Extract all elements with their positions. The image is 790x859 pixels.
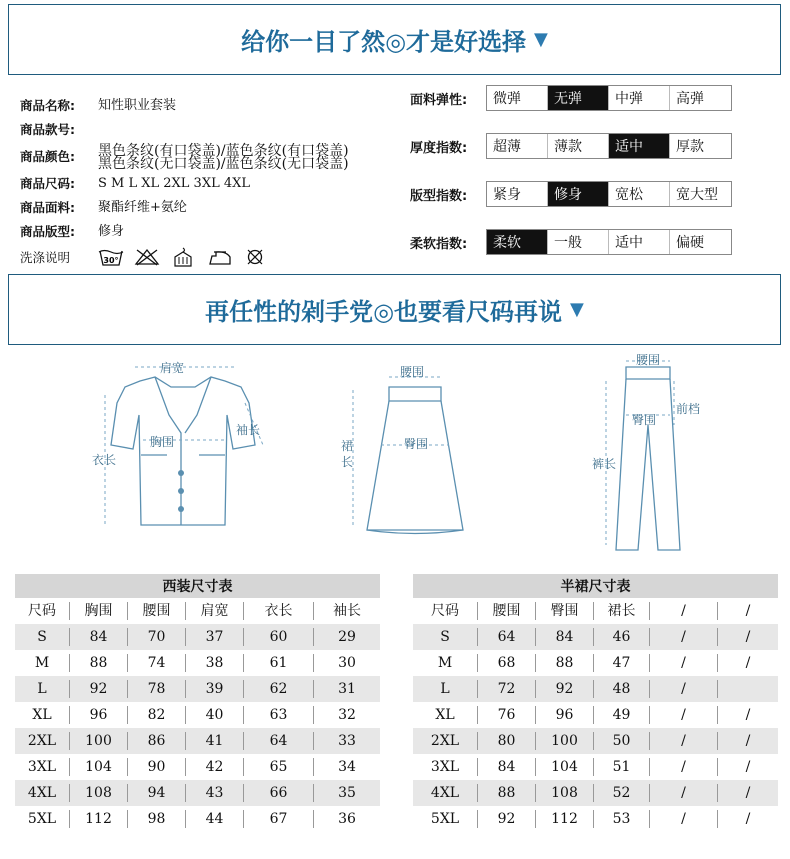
table-cell: 74 bbox=[128, 654, 186, 672]
table-cell: 43 bbox=[186, 784, 244, 802]
attribute-label: 版型指数: bbox=[410, 188, 468, 204]
table-cell: 88 bbox=[536, 654, 594, 672]
pants-hip-label: 臀围 bbox=[632, 413, 657, 427]
attribute-option: 中弹 bbox=[609, 86, 670, 110]
table-cell: 82 bbox=[128, 706, 186, 724]
pants-diagram bbox=[590, 345, 720, 560]
table-cell: 3XL bbox=[15, 758, 70, 776]
attribute-option: 高弹 bbox=[676, 91, 704, 107]
table-cell: 78 bbox=[128, 680, 186, 698]
hang-dry-icon bbox=[170, 247, 196, 267]
attribute-option: 微弹 bbox=[487, 86, 548, 110]
iron-icon bbox=[206, 247, 232, 267]
header-cell: 腰围 bbox=[128, 602, 186, 620]
table-cell: 40 bbox=[186, 706, 244, 724]
table-cell: 34 bbox=[338, 759, 356, 775]
color-option-2: 黑色条纹(无口袋盖)/蓝色条纹(无口袋盖) bbox=[98, 156, 349, 172]
attribute-row bbox=[410, 133, 732, 159]
table-cell: 41 bbox=[186, 732, 244, 750]
no-bleach-icon bbox=[134, 247, 160, 267]
table-cell: 108 bbox=[70, 784, 128, 802]
fabric-label: 商品面料: bbox=[20, 200, 75, 215]
table-cell: 108 bbox=[536, 784, 594, 802]
table-row bbox=[413, 780, 778, 806]
pants-waist-label: 腰围 bbox=[636, 353, 661, 367]
attribute-label: 厚度指数: bbox=[410, 140, 468, 156]
header-cell: / bbox=[650, 602, 718, 620]
table-row bbox=[413, 702, 778, 728]
table-cell: 63 bbox=[244, 706, 314, 724]
header-cell: 臀围 bbox=[536, 602, 594, 620]
header-cell: 尺码 bbox=[413, 602, 478, 620]
header-banner bbox=[8, 4, 781, 75]
product-info bbox=[20, 97, 410, 274]
triangle-down-icon: ▼ bbox=[534, 29, 548, 50]
table-cell: 64 bbox=[478, 628, 536, 646]
table-row bbox=[15, 728, 380, 754]
table-cell: 51 bbox=[594, 758, 650, 776]
size-banner bbox=[8, 274, 781, 345]
size-list: S M L XL 2XL 3XL 4XL bbox=[98, 176, 251, 191]
table-cell: 92 bbox=[478, 810, 536, 828]
table-cell: / bbox=[745, 811, 751, 827]
size-banner-title: 再任性的剁手党◎也要看尺码再说 bbox=[205, 297, 563, 326]
table-row bbox=[413, 754, 778, 780]
table-cell: 39 bbox=[186, 680, 244, 698]
color-label: 商品颜色: bbox=[20, 149, 75, 164]
attribute-option: 宽大型 bbox=[676, 187, 718, 203]
header-cell: 尺码 bbox=[15, 602, 70, 620]
header-cell: 肩宽 bbox=[186, 602, 244, 620]
table-cell: 100 bbox=[70, 732, 128, 750]
header-cell: 胸围 bbox=[70, 602, 128, 620]
table-cell: 65 bbox=[244, 758, 314, 776]
table-cell: 2XL bbox=[15, 732, 70, 750]
table-cell: / bbox=[745, 655, 751, 671]
attribute-panel bbox=[410, 85, 732, 277]
table-cell: 47 bbox=[594, 654, 650, 672]
attribute-option: 薄款 bbox=[548, 134, 609, 158]
table-row bbox=[15, 754, 380, 780]
skirt-length-label-2: 长 bbox=[341, 455, 354, 469]
table-cell: 112 bbox=[70, 810, 128, 828]
table-cell: S bbox=[15, 628, 70, 646]
table-cell: M bbox=[15, 654, 70, 672]
table-row bbox=[413, 624, 778, 650]
table-row bbox=[15, 650, 380, 676]
table-row bbox=[15, 702, 380, 728]
skirt-waist-label: 腰围 bbox=[400, 365, 425, 379]
table-cell: 62 bbox=[244, 680, 314, 698]
skirt-size-table bbox=[413, 574, 778, 832]
table-cell: / bbox=[650, 784, 718, 802]
table-cell: 49 bbox=[594, 706, 650, 724]
suit-size-table bbox=[15, 574, 380, 832]
table-cell: 2XL bbox=[413, 732, 478, 750]
table-cell: 50 bbox=[594, 732, 650, 750]
table-cell: 84 bbox=[536, 628, 594, 646]
triangle-down-icon: ▼ bbox=[570, 299, 584, 320]
table-cell: 98 bbox=[128, 810, 186, 828]
table-cell: / bbox=[745, 629, 751, 645]
table-cell: XL bbox=[15, 706, 70, 724]
table-cell: 35 bbox=[338, 785, 356, 801]
table-cell: 42 bbox=[186, 758, 244, 776]
table-cell: 4XL bbox=[413, 784, 478, 802]
table-cell: 100 bbox=[536, 732, 594, 750]
table-cell: / bbox=[650, 732, 718, 750]
table-cell: 72 bbox=[478, 680, 536, 698]
table-cell: / bbox=[745, 759, 751, 775]
table-row bbox=[413, 676, 778, 702]
attribute-options bbox=[486, 85, 732, 111]
table-cell: 68 bbox=[478, 654, 536, 672]
pants-rise-label: 前档 bbox=[676, 402, 701, 416]
jacket-length-label: 衣长 bbox=[92, 453, 117, 467]
table-cell: 80 bbox=[478, 732, 536, 750]
table-cell: 36 bbox=[338, 811, 356, 827]
attribute-label: 面料弹性: bbox=[410, 92, 468, 108]
table-cell: 104 bbox=[70, 758, 128, 776]
table-cell: 84 bbox=[478, 758, 536, 776]
table-cell: 112 bbox=[536, 810, 594, 828]
table-cell: 52 bbox=[594, 784, 650, 802]
fit-label: 商品版型: bbox=[20, 224, 75, 239]
table-cell: 60 bbox=[244, 628, 314, 646]
size-label: 商品尺码: bbox=[20, 176, 75, 191]
table-cell: 70 bbox=[128, 628, 186, 646]
wash-30-icon bbox=[98, 247, 124, 267]
attribute-option: 无弹 bbox=[548, 86, 609, 110]
table-cell: XL bbox=[413, 706, 478, 724]
table-cell: 92 bbox=[536, 680, 594, 698]
name-label: 商品名称: bbox=[20, 98, 75, 113]
table-cell: 46 bbox=[594, 628, 650, 646]
jacket-shoulder-label: 肩宽 bbox=[160, 361, 185, 375]
table-cell: 37 bbox=[186, 628, 244, 646]
table-cell: L bbox=[413, 680, 478, 698]
table-title: 西装尺寸表 bbox=[15, 574, 380, 598]
model-label: 商品款号: bbox=[20, 122, 75, 137]
table-row bbox=[413, 728, 778, 754]
table-cell: / bbox=[745, 707, 751, 723]
table-row bbox=[413, 806, 778, 832]
table-cell: S bbox=[413, 628, 478, 646]
table-cell: / bbox=[650, 810, 718, 828]
table-cell: 86 bbox=[128, 732, 186, 750]
attribute-options bbox=[486, 229, 732, 255]
header-cell: 衣长 bbox=[244, 602, 314, 620]
fit-value: 修身 bbox=[98, 224, 125, 239]
attribute-option: 厚款 bbox=[676, 139, 704, 155]
table-row bbox=[15, 780, 380, 806]
table-cell: / bbox=[650, 654, 718, 672]
skirt-hip-label: 臀围 bbox=[404, 437, 429, 451]
table-header bbox=[413, 598, 778, 624]
attribute-option: 一般 bbox=[548, 230, 609, 254]
table-cell: 104 bbox=[536, 758, 594, 776]
table-title: 半裙尺寸表 bbox=[413, 574, 778, 598]
attribute-label: 柔软指数: bbox=[410, 236, 468, 252]
product-name: 知性职业套装 bbox=[98, 98, 177, 113]
header-cell: 裙长 bbox=[594, 602, 650, 620]
wash-label: 洗涤说明 bbox=[20, 249, 71, 265]
table-row bbox=[15, 624, 380, 650]
table-cell: 92 bbox=[70, 680, 128, 698]
jacket-chest-label: 胸围 bbox=[150, 435, 175, 449]
table-cell: / bbox=[650, 628, 718, 646]
table-cell: / bbox=[650, 680, 718, 698]
color-option-1: 黑色条纹(有口袋盖)/蓝色条纹(有口袋盖) bbox=[98, 143, 349, 159]
header-cell: 腰围 bbox=[478, 602, 536, 620]
no-dryclean-icon bbox=[242, 247, 268, 267]
table-row bbox=[15, 806, 380, 832]
wash-instructions bbox=[98, 247, 268, 267]
fabric-value: 聚酯纤维+氨纶 bbox=[98, 200, 187, 215]
table-cell bbox=[718, 680, 778, 698]
jacket-diagram bbox=[95, 345, 285, 540]
svg-text:30°: 30° bbox=[103, 256, 119, 265]
table-cell: 84 bbox=[70, 628, 128, 646]
attribute-option: 超薄 bbox=[487, 134, 548, 158]
attribute-option: 宽松 bbox=[609, 182, 670, 206]
attribute-row bbox=[410, 85, 732, 111]
attribute-option: 柔软 bbox=[487, 230, 548, 254]
attribute-option: 适中 bbox=[609, 134, 670, 158]
table-cell: 3XL bbox=[413, 758, 478, 776]
jacket-sleeve-label: 袖长 bbox=[236, 423, 261, 437]
table-cell: 90 bbox=[128, 758, 186, 776]
table-cell: / bbox=[650, 758, 718, 776]
table-cell: 88 bbox=[478, 784, 536, 802]
attribute-options bbox=[486, 133, 732, 159]
table-cell: 67 bbox=[244, 810, 314, 828]
attribute-row bbox=[410, 229, 732, 255]
table-cell: 30 bbox=[338, 655, 356, 671]
attribute-option: 修身 bbox=[548, 182, 609, 206]
table-row bbox=[413, 650, 778, 676]
banner-title: 给你一目了然◎才是好选择 bbox=[241, 27, 527, 56]
attribute-row bbox=[410, 181, 732, 207]
table-cell: M bbox=[413, 654, 478, 672]
table-cell: 31 bbox=[338, 681, 356, 697]
table-cell: 29 bbox=[338, 629, 356, 645]
attribute-option: 紧身 bbox=[487, 182, 548, 206]
table-cell: 38 bbox=[186, 654, 244, 672]
pants-length-label: 裤长 bbox=[592, 457, 617, 471]
table-cell: L bbox=[15, 680, 70, 698]
attribute-options bbox=[486, 181, 732, 207]
table-cell: 96 bbox=[70, 706, 128, 724]
table-header bbox=[15, 598, 380, 624]
table-cell: 88 bbox=[70, 654, 128, 672]
table-cell: / bbox=[745, 785, 751, 801]
table-cell: 94 bbox=[128, 784, 186, 802]
table-cell: 5XL bbox=[15, 810, 70, 828]
header-cell: 袖长 bbox=[333, 603, 361, 619]
table-cell: 66 bbox=[244, 784, 314, 802]
table-cell: 5XL bbox=[413, 810, 478, 828]
table-cell: 96 bbox=[536, 706, 594, 724]
table-cell: 61 bbox=[244, 654, 314, 672]
table-cell: 33 bbox=[338, 733, 356, 749]
table-cell: 64 bbox=[244, 732, 314, 750]
measurement-diagrams bbox=[0, 345, 790, 560]
table-cell: 44 bbox=[186, 810, 244, 828]
table-cell: 76 bbox=[478, 706, 536, 724]
attribute-option: 适中 bbox=[609, 230, 670, 254]
table-cell: 53 bbox=[594, 810, 650, 828]
header-cell: / bbox=[745, 603, 751, 619]
attribute-option: 偏硬 bbox=[676, 235, 704, 251]
table-cell: 48 bbox=[594, 680, 650, 698]
table-cell: / bbox=[650, 706, 718, 724]
table-cell: 32 bbox=[338, 707, 356, 723]
table-cell: 4XL bbox=[15, 784, 70, 802]
table-row bbox=[15, 676, 380, 702]
skirt-length-label-1: 裙 bbox=[341, 439, 354, 453]
table-cell: / bbox=[745, 733, 751, 749]
